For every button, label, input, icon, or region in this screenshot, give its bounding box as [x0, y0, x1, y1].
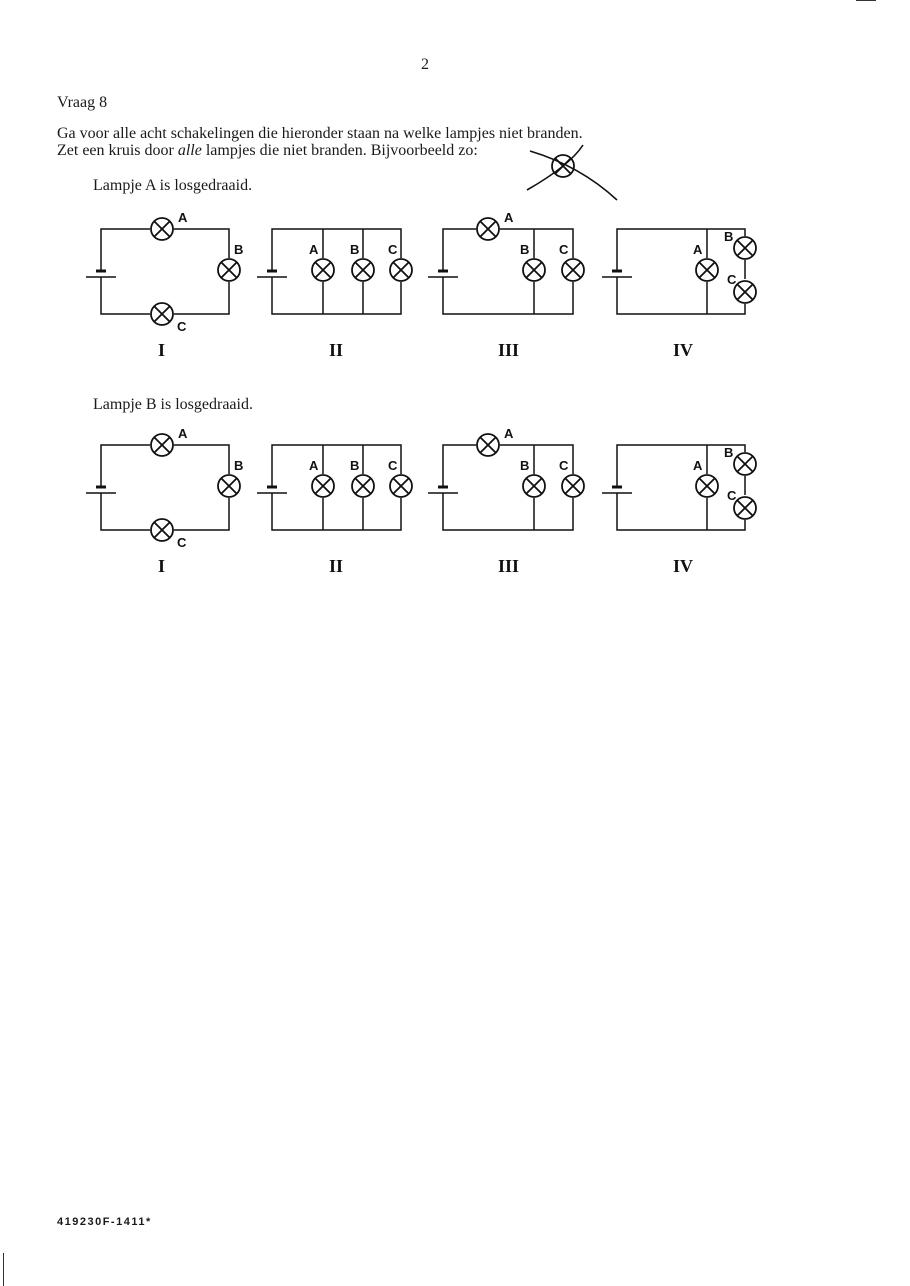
lamp-label-a: A — [504, 210, 514, 225]
lamp-icon — [734, 281, 756, 303]
section-caption-a: Lampje A is losgedraaid. — [93, 177, 253, 194]
lamp-icon — [390, 475, 412, 497]
lamp-icon — [151, 519, 173, 541]
lamp-label-b: B — [520, 242, 530, 257]
lamp-label-b: B — [724, 445, 734, 460]
lamp-icon — [151, 218, 173, 240]
circuit-row-b — [86, 426, 756, 576]
lamp-icon — [734, 237, 756, 259]
lamp-label-c: C — [727, 488, 737, 503]
circuit-numeral: IV — [673, 556, 694, 576]
lamp-icon — [696, 475, 718, 497]
footer-code: 419230F-1411* — [57, 1216, 152, 1228]
lamp-label-c: C — [559, 458, 569, 473]
lamp-icon — [151, 434, 173, 456]
lamp-icon — [312, 475, 334, 497]
lamp-label-a: A — [693, 242, 703, 257]
lamp-label-a: A — [504, 426, 514, 441]
circuit-numeral: II — [329, 340, 344, 360]
lamp-icon — [734, 497, 756, 519]
lamp-icon — [477, 218, 499, 240]
circuit-numeral: I — [158, 556, 166, 576]
lamp-label-b: B — [520, 458, 530, 473]
lamp-icon — [312, 259, 334, 281]
lamp-icon — [151, 303, 173, 325]
lamp-icon — [218, 259, 240, 281]
emphasis-alle: alle — [177, 142, 202, 159]
page-number: 2 — [421, 56, 429, 73]
lamp-icon — [352, 259, 374, 281]
lamp-label-c: C — [177, 535, 187, 550]
lamp-label-c: C — [388, 242, 398, 257]
lamp-icon — [477, 434, 499, 456]
circuit-row-a — [86, 210, 756, 360]
lamp-label-c: C — [388, 458, 398, 473]
lamp-label-c: C — [727, 272, 737, 287]
instruction-line-1: Ga voor alle acht schakelingen die hieronder staan na welke lampjes niet branden. — [57, 125, 583, 142]
lamp-label-b: B — [350, 242, 360, 257]
lamp-label-a: A — [178, 426, 188, 441]
lamp-label-c: C — [177, 319, 187, 334]
circuit-numeral: II — [329, 556, 344, 576]
lamp-label-a: A — [309, 458, 319, 473]
instruction-line-2: Zet een kruis door alle lampjes die niet branden. Bijvoorbeeld zo: — [57, 142, 478, 159]
lamp-label-b: B — [724, 229, 734, 244]
lamp-label-a: A — [309, 242, 319, 257]
question-title: Vraag 8 — [57, 94, 108, 111]
example-crossed-lamp — [527, 145, 617, 200]
circuit-numeral: III — [498, 556, 520, 576]
circuit-numeral: IV — [673, 340, 694, 360]
circuit-numeral: III — [498, 340, 520, 360]
lamp-label-a: A — [178, 210, 188, 225]
lamp-label-b: B — [234, 242, 244, 257]
lamp-icon — [734, 453, 756, 475]
lamp-icon — [352, 475, 374, 497]
lamp-icon — [562, 259, 584, 281]
lamp-icon — [218, 475, 240, 497]
lamp-icon — [390, 259, 412, 281]
lamp-icon — [696, 259, 718, 281]
lamp-icon — [562, 475, 584, 497]
lamp-label-b: B — [350, 458, 360, 473]
lamp-icon — [523, 259, 545, 281]
section-caption-b: Lampje B is losgedraaid. — [93, 396, 253, 413]
lamp-label-b: B — [234, 458, 244, 473]
circuit-numeral: I — [158, 340, 166, 360]
lamp-icon — [523, 475, 545, 497]
lamp-label-a: A — [693, 458, 703, 473]
lamp-label-c: C — [559, 242, 569, 257]
